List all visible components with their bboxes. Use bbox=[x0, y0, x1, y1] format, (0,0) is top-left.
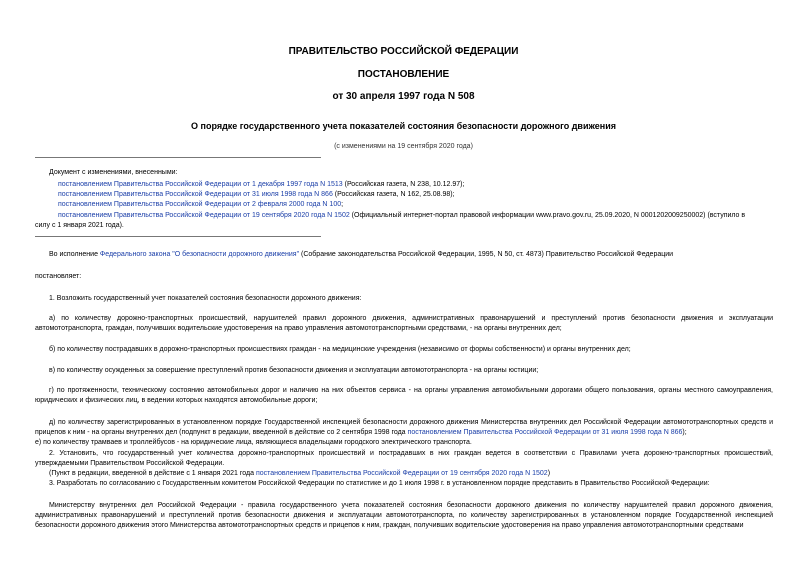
amendment-source: (Официальный интернет-портал правовой информации www.pravo.gov.ru, 25.09.2020, N 0001202009250002) (вступило в bbox=[349, 212, 746, 219]
note-link[interactable]: постановлением Правительства Российской Федерации от 19 сентября 2020 года N 1502 bbox=[255, 470, 548, 477]
preamble-start: Во исполнение bbox=[49, 251, 100, 258]
date-number-heading: от 30 апреля 1997 года N 508 bbox=[332, 91, 475, 102]
subparagraph-b: б) по количеству пострадавших в дорожно-транспортных происшествиях граждан - на медицинские учреждения (независимо от формы собственности) и органы внутренних дел; bbox=[49, 346, 631, 353]
amendment-source: ; bbox=[341, 201, 344, 208]
amendment-source: (Российская газета, N 162, 25.08.98); bbox=[332, 191, 455, 198]
subparagraph-e: е) по количеству трамваев и троллейбусов - на юридические лица, являющиеся владельцами городского электрического транспорта. bbox=[35, 439, 472, 446]
amendment-item bbox=[58, 180, 464, 190]
amendment-link[interactable]: постановлением Правительства Российской Федерации от 31 июля 1998 года N 866 bbox=[58, 191, 333, 198]
amendment-item bbox=[58, 200, 343, 210]
divider-top bbox=[35, 157, 321, 158]
amendment-link[interactable]: постановлением Правительства Российской Федерации от 1 декабря 1997 года N 1513 bbox=[58, 181, 343, 188]
paragraph-1: 1. Возложить государственный учет показателей состояния безопасности дорожного движения: bbox=[49, 295, 362, 302]
amendment-source: (Российская газета, N 238, 10.12.97); bbox=[342, 181, 465, 188]
doc-type-heading: ПОСТАНОВЛЕНИЕ bbox=[357, 69, 450, 80]
preamble-end: (Собрание законодательства Российской Федерации, 1995, N 50, ст. 4873) Правительство Российской Федерации bbox=[299, 251, 674, 258]
paragraph-2: 2. Установить, что государственный учет количества дорожно-транспортных происшествий и пострадавших в них граждан ведется в соответствии с Правилами учета дорожно-транспортных происшествий, утверждаемыми Правительством Российской Федерации. bbox=[35, 450, 773, 467]
subparagraph-d-end: ); bbox=[682, 429, 687, 436]
subparagraph-g: г) по протяженности, техническому состоянию автомобильных дорог и наличию на них объектов сервиса - на органы управления автомобильными дорогами общего пользования, органы местного самоуправления, юридических и физических лиц, в ведении которых находятся автомобильные дороги; bbox=[35, 387, 773, 404]
divider-bottom bbox=[35, 236, 321, 237]
amendment-link[interactable]: постановлением Правительства Российской Федерации от 19 сентября 2020 года N 1502 bbox=[58, 212, 350, 219]
decree-word: постановляет: bbox=[35, 273, 82, 280]
amendment-link[interactable]: постановлением Правительства Российской Федерации от 2 февраля 2000 года N 100 bbox=[58, 201, 342, 208]
subparagraph-a: а) по количеству дорожно-транспортных происшествий, нарушителей правил дорожного движения, административных правонарушений и преступлений против безопасности движения и эксплуатации автомототранспорта, граждан, получивших водительские удостоверения на право управления автомототранспортными средствами, - на органы внутренних дел; bbox=[35, 315, 773, 332]
government-heading: ПРАВИТЕЛЬСТВО РОССИЙСКОЙ ФЕДЕРАЦИИ bbox=[288, 46, 519, 57]
subparagraph-d bbox=[35, 418, 773, 438]
document-title: О порядке государственного учета показателей состояния безопасности дорожного движения bbox=[191, 121, 616, 131]
subparagraph-d-text: д) по количеству зарегистрированных в установленном порядке Государственной инспекцией безопасности дорожного движения Министерства внутренних дел Российской Федерации автомототранспортных средств и прицепов к ним - на органы внутренних дел (подпункт в редакции, введенной в действие со 2 сентября 1998 года bbox=[35, 419, 773, 436]
subparagraph-v: в) по количеству осужденных за совершение преступлений против безопасности движения и эксплуатации автомототранспорта - на органы юстиции; bbox=[49, 367, 539, 374]
amendment-continuation: силу с 1 января 2021 года). bbox=[35, 222, 124, 229]
federal-law-link[interactable]: Федерального закона "О безопасности дорожного движения" bbox=[99, 251, 300, 258]
subparagraph-d-link[interactable]: постановлением Правительства Российской Федерации от 31 июля 1998 года N 866 bbox=[407, 429, 683, 436]
note-start: (Пункт в редакции, введенной в действие с 1 января 2021 года bbox=[49, 470, 256, 477]
paragraph-3: 3. Разработать по согласованию с Государственным комитетом Российской Федерации по статистике и до 1 июля 1998 г. в установленном порядке представить в Правительство Российской Федерации: bbox=[49, 480, 710, 487]
amendment-note: (с изменениями на 19 сентября 2020 года) bbox=[334, 143, 473, 150]
paragraph-4: Министерству внутренних дел Российской Федерации - правила государственного учета показателей состояния безопасности дорожного движения по количеству нарушителей правил дорожного движения, административных правонарушений и преступлений против безопасности движения и эксплуатации автомототранспорта, по количеству зарегистрированных в установленном порядке Государственной инспекцией безопасности дорожного движения этого Министерства автомототранспортных средств и прицепов к ним, граждан, получивших водительские удостоверения на право управления автомототранспортными средствами bbox=[35, 502, 773, 529]
note-end: ) bbox=[547, 470, 551, 477]
paragraph-2-note bbox=[49, 469, 550, 479]
amendment-item bbox=[58, 211, 745, 221]
preamble bbox=[49, 250, 673, 260]
amendments-intro: Документ с изменениями, внесенными: bbox=[49, 169, 178, 176]
amendment-item bbox=[58, 190, 455, 200]
